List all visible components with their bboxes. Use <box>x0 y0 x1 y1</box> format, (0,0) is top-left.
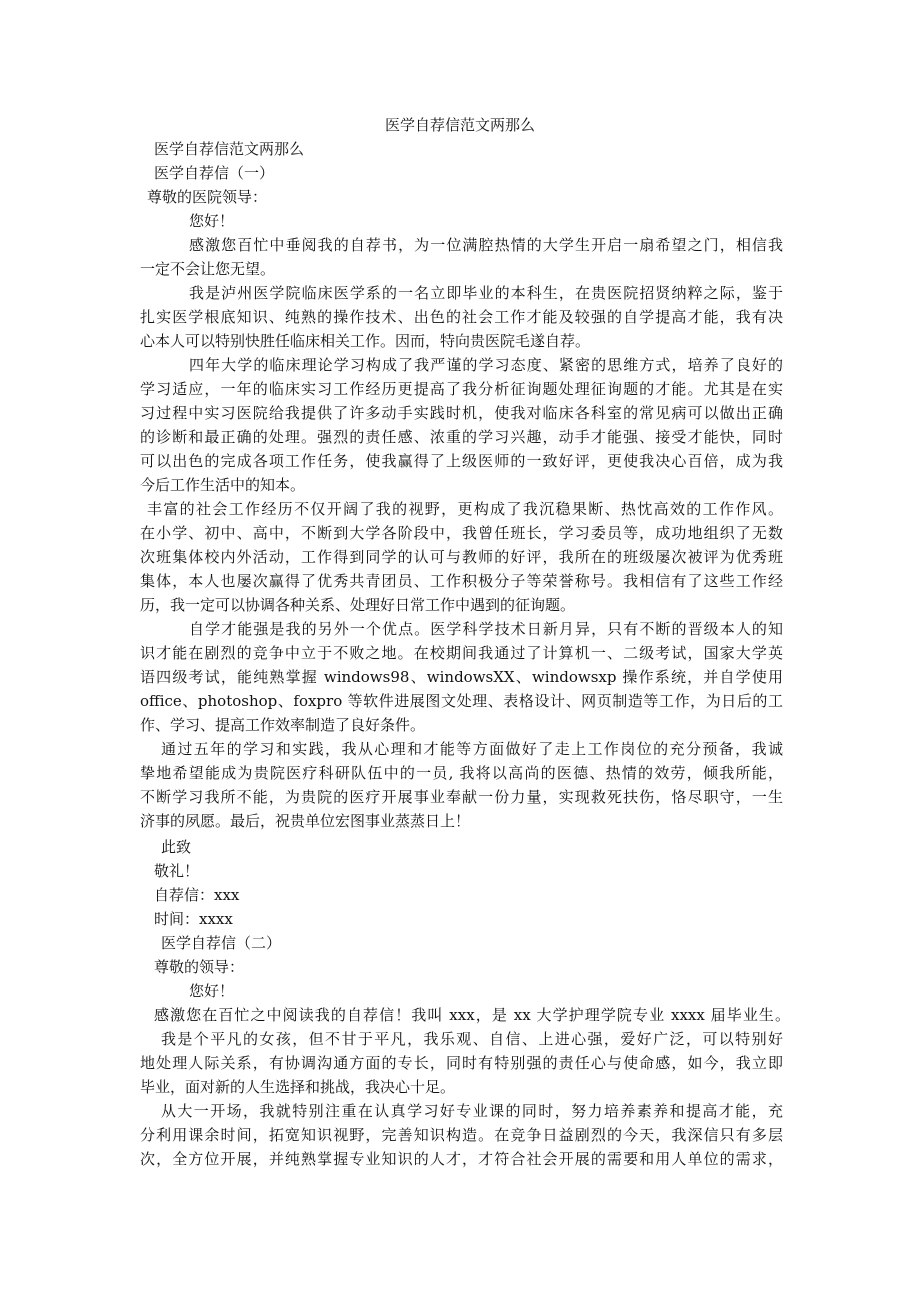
text-line: 识才能在剧烈的竞争中立于不败之地。在校期间我通过了计算机一、二级考试，国家大学英 <box>140 644 783 662</box>
text-line: 在小学、初中、高中，不断到大学各阶段中，我曾任班长，学习委员等，成功地组织了无数 <box>140 524 783 542</box>
text-line: 毕业，面对新的人生选择和挑战，我决心十足。 <box>140 1078 456 1096</box>
text-line: 四年大学的临床理论学习构成了我严谨的学习态度、紧密的思维方式，培养了良好的 <box>189 356 783 374</box>
text-line: 自荐信：xxx <box>154 886 240 904</box>
text-line: 时间：xxxx <box>154 910 233 928</box>
text-line: 不断学习我所不能，为贵院的医疗开展事业奉献一份力量，实现救死扶伤，恪尽职守，一生 <box>140 788 783 806</box>
text-line: 一定不会让您无望。 <box>140 260 276 278</box>
text-line: 您好！ <box>189 212 235 230</box>
document-title: 医学自荐信范文两那么 <box>384 116 535 134</box>
text-line: 我是泸州医学院临床医学系的一名立即毕业的本科生，在贵医院招贤纳粹之际，鉴于 <box>189 284 783 302</box>
text-line: 医学自荐信范文两那么 <box>154 140 305 158</box>
text-line: 历，我一定可以协调各种关系、处理好日常工作中遇到的征询题。 <box>140 596 576 614</box>
text-line: 可以出色的完成各项工作任务，使我赢得了上级医师的一致好评，更使我决心百倍，成为我 <box>140 452 783 470</box>
text-line: 心本人可以特别快胜任临床相关工作。因而，特向贵医院毛遂自荐。 <box>140 332 591 350</box>
text-line: 作、学习、提高工作效率制造了良好条件。 <box>140 716 426 734</box>
text-line: 通过五年的学习和实践，我从心理和才能等方面做好了走上工作岗位的充分预备，我诚 <box>161 740 783 758</box>
text-line: 我是个平凡的女孩，但不甘于平凡，我乐观、自信、上进心强，爱好广泛，可以特别好 <box>161 1030 783 1048</box>
text-line: 济事的夙愿。最后，祝贵单位宏图事业蒸蒸日上！ <box>140 812 471 830</box>
text-line: office、photoshop、foxpro 等软件进展图文处理、表格设计、网页制造等工作，为日后的工 <box>140 692 783 710</box>
text-line: 习过程中实习医院给我提供了许多动手实践时机，使我对临床各科室的常见病可以做出正确 <box>140 404 783 422</box>
text-line: 尊敬的医院领导： <box>147 188 268 206</box>
text-line: 您好！ <box>189 982 235 1000</box>
text-line: 语四级考试，能纯熟掌握 windows98、windowsXX、windowsxp 操作系统，并自学使用 <box>140 668 783 686</box>
text-line: 集体，本人也屡次赢得了优秀共青团员、工作积极分子等荣誉称号。我相信有了这些工作经 <box>140 572 783 590</box>
text-line: 自学才能强是我的另外一个优点。医学科学技术日新月异，只有不断的晋级本人的知 <box>189 620 783 638</box>
text-line: 医学自荐信（二） <box>161 934 282 952</box>
text-line: 分利用课余时间，拓宽知识视野，完善知识构造。在竞争日益剧烈的今天，我深信只有多层 <box>140 1126 783 1144</box>
text-line: 此致 <box>161 838 192 856</box>
text-line: 的诊断和最正确的处理。强烈的责任感、浓重的学习兴趣，动手才能强、接受才能快，同时 <box>140 428 783 446</box>
text-line: 次班集体校内外活动，工作得到同学的认可与教师的好评，我所在的班级屡次被评为优秀班 <box>140 548 783 566</box>
text-line: 丰富的社会工作经历不仅开阔了我的视野，更构成了我沉稳果断、热忱高效的工作作风。 <box>147 500 783 518</box>
text-line: 次，全方位开展，并纯熟掌握专业知识的人才，才符合社会开展的需要和用人单位的需求， <box>140 1150 783 1168</box>
text-line: 挚地希望能成为贵院医疗科研队伍中的一员, 我将以高尚的医德、热情的效劳，倾我所能， <box>140 764 783 782</box>
text-line: 感激您百忙中垂阅我的自荐书，为一位满腔热情的大学生开启一扇希望之门，相信我 <box>189 236 783 254</box>
text-line: 从大一开场，我就特别注重在认真学习好专业课的同时，努力培养素养和提高才能，充 <box>161 1102 783 1120</box>
text-line: 敬礼！ <box>154 862 200 880</box>
text-line: 今后工作生活中的知本。 <box>140 476 306 494</box>
text-line: 学习适应，一年的临床实习工作经历更提高了我分析征询题处理征询题的才能。尤其是在实 <box>140 380 783 398</box>
text-line: 医学自荐信（一） <box>154 164 275 182</box>
text-line: 扎实医学根底知识、纯熟的操作技术、出色的社会工作才能及较强的自学提高才能，我有决 <box>140 308 783 326</box>
text-line: 尊敬的领导： <box>154 958 245 976</box>
text-line: 地处理人际关系，有协调沟通方面的专长，同时有特别强的责任心与使命感，如今，我立即 <box>140 1054 783 1072</box>
text-line: 感激您在百忙之中阅读我的自荐信！我叫 xxx，是 xx 大学护理学院专业 xxxx 届毕业生。 <box>154 1006 790 1024</box>
